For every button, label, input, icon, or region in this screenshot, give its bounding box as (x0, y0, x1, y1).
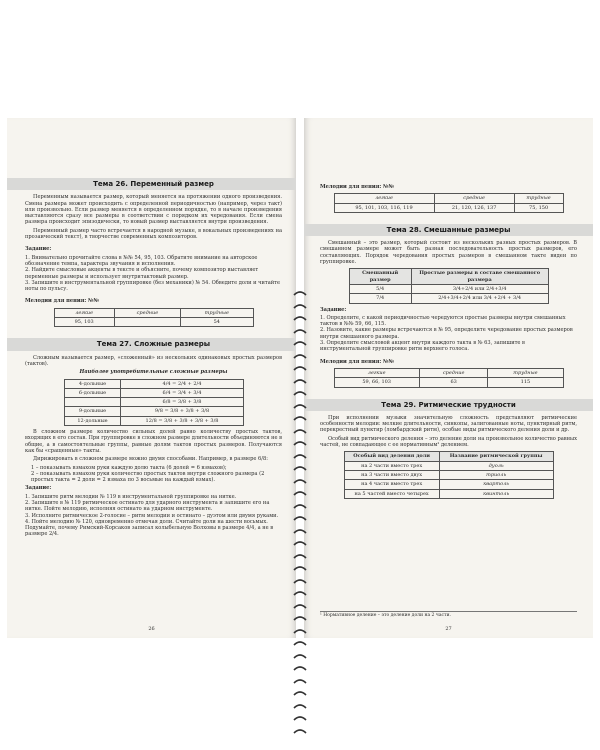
table-cell: 75, 150 (514, 203, 563, 212)
page-number-right: 27 (445, 626, 452, 632)
topic29-para-1: При исполнении музыки значительную сложность представляют ритмические особенности мелодии: мелкие длительности, синкопы, залигованные ноты, пунктирный ритм, перекрестный пунктир (ломбардский ритм), особые виды ритмического деления доли и др. (320, 414, 577, 434)
col-header: трудные (488, 368, 563, 377)
spiral-ring (293, 728, 307, 735)
topic29-title: Тема 29. Ритмические трудности (381, 400, 516, 409)
spiral-ring (293, 690, 307, 697)
spiral-ring (293, 478, 307, 485)
table-cell: 6/8 = 3/8 + 3/8 (121, 398, 243, 407)
task-item: 1. Запишите ритм мелодии № 119 в инструментальной группировке на нитке. (25, 493, 237, 500)
table-cell: квинтоль (439, 489, 553, 498)
table-cell: 9/8 = 3/8 + 3/8 + 3/8 (121, 407, 243, 416)
spiral-ring (293, 315, 307, 322)
conduct-list (25, 465, 282, 484)
col-header: Смешанный размер (349, 269, 411, 285)
table-cell: 21, 120, 126, 137 (434, 203, 514, 212)
melodies-label: Мелодии для пения: №№ (25, 298, 100, 305)
spiral-ring (293, 290, 307, 297)
col-header: трудные (514, 194, 563, 203)
spiral-ring (293, 515, 307, 522)
task-item: 3. Исполните ритмическое 2-голосие – ритм мелодии и остинато – дуэтом или двумя руками. (25, 512, 279, 519)
left-page-content (25, 178, 282, 620)
table-cell (64, 398, 121, 407)
table-cell: 12/8 = 3/8 + 3/8 + 3/8 + 3/8 (121, 416, 243, 425)
spiral-ring (293, 553, 307, 560)
table-cell: 59, 66, 103 (334, 378, 419, 387)
spiral-ring (293, 540, 307, 547)
spiral-ring (293, 365, 307, 372)
list-item: 1 – показывать взмахом руки каждую долю такта (6 долей = 6 взмахов); (31, 464, 227, 471)
table-cell: на 2 части вместо трех (344, 461, 439, 470)
table-cell: 95, 103 (54, 318, 114, 327)
spiral-ring (293, 678, 307, 685)
task-item: 4. Пойте мелодию № 120, одновременно отмечая доли. Считайте доли на шести восьмых. Подумайте, почему Римский-Корсаков записал колыбельную Волховы в размере 4/4, а не в размере 2/4. (25, 518, 274, 538)
melodies-label-2: Мелодии для пения: №№ (320, 358, 395, 365)
col-header: легкие (54, 308, 114, 317)
spiral-ring (293, 503, 307, 510)
book-spread (7, 118, 593, 638)
complex-meters-table (64, 379, 244, 426)
table-cell: дуоль (439, 461, 553, 470)
spiral-ring (293, 303, 307, 310)
task-item: 2. Запишите в № 119 ритмическое остинато для ударного инструмента и запишите его на нитке. Пойте мелодию, исполняя остинато на ударном инструменте. (25, 499, 270, 513)
table-cell: 12-дольные (64, 416, 121, 425)
table-cell: 3/4+2/4 или 2/4+3/4 (411, 284, 548, 293)
left-page (7, 118, 296, 638)
topic27-tasks (25, 494, 282, 538)
topic26-tasks-label: Задание: (25, 246, 52, 253)
table2-caption: Наиболее употребительные сложные размеры (79, 369, 228, 376)
spiral-ring (293, 390, 307, 397)
spiral-ring (293, 440, 307, 447)
footnote: ¹ Нормативное деление – это деление доли на 2 части. (320, 611, 577, 618)
spiral-ring (293, 615, 307, 622)
topic26-header (7, 178, 296, 190)
table-cell: 5/4 (349, 284, 411, 293)
col-header: средние (434, 194, 514, 203)
spiral-ring (293, 415, 307, 422)
topic27-header (7, 338, 296, 350)
spiral-ring (293, 715, 307, 722)
topic29-header (304, 399, 593, 411)
col-header: легкие (334, 194, 434, 203)
topic27-para-2: Дирижировать в сложном размере можно двумя способами. Например, в размере 6/8: (33, 456, 268, 463)
table-cell: 6-дольные (64, 388, 121, 397)
table-cell: квартоль (439, 480, 553, 489)
col-header: легкие (334, 368, 419, 377)
topic28-tasks-label: Задание: (320, 306, 347, 313)
list-item: 2 – показывать взмахом руки количество простых тактов внутри сложного размера (2 простых такта = 2 доли = 2 взмаха по 3 восьмые на каждый взмах). (31, 470, 265, 484)
melodies-table-bottom (334, 368, 564, 388)
col-header: Простые размеры в составе смешанного размера (411, 269, 548, 285)
melodies-label: Мелодии для пения: №№ (320, 184, 395, 190)
topic27-title: Тема 27. Сложные размеры (96, 340, 211, 349)
spiral-ring (293, 378, 307, 385)
table-cell: 63 (419, 378, 488, 387)
table-cell: 9-дольные (64, 407, 121, 416)
spiral-ring (293, 528, 307, 535)
table-cell: на 5 частей вместо четырех (344, 489, 439, 498)
task-item: 3. Запишите в инструментальной группировке (без механики) № 54. Обведите доли и читайте ноты по пульсу. (25, 279, 281, 293)
melodies-table (54, 308, 254, 328)
spiral-ring (293, 578, 307, 585)
col-header: Название ритмической группы (439, 452, 553, 461)
task-item: 3. Определите смысловой акцент внутри каждого такта в № 63, запишите в инструментальной группировке ритм верхнего голоса. (320, 340, 525, 353)
spiral-ring (293, 590, 307, 597)
table-cell: 95, 101, 103, 116, 119 (334, 203, 434, 212)
right-page (304, 118, 593, 638)
table-cell: 6/4 = 3/4 + 3/4 (121, 388, 243, 397)
spiral-ring (293, 628, 307, 635)
task-item: 2. Найдите смысловые акценты в тексте и объясните, почему композитор выставляет переменные размеры и использует внутритактовый размер. (25, 267, 259, 280)
task-item: 2. Назовите, какие размеры встречаются в № 95, определите чередование простых размеров внутри смешанного размера. (320, 327, 573, 340)
topic28-header (304, 224, 593, 236)
table-cell: 2/4+3/4+2/4 или 3/4 +2/4 + 3/4 (411, 294, 548, 303)
topic28-tasks (320, 315, 577, 353)
table-cell: 115 (488, 378, 563, 387)
spiral-ring (293, 353, 307, 360)
topic26-tasks (25, 255, 282, 293)
topic29-para-2: Особый вид ритмического деления – это деление доли на произвольное количество равных частей, не совпадающее с ее нормативным¹ делением. (320, 435, 577, 449)
spiral-binding (293, 290, 307, 730)
col-header: Особый вид деления доли (344, 452, 439, 461)
spiral-ring (293, 603, 307, 610)
table-cell: 7/4 (349, 294, 411, 303)
table-cell: 54 (181, 318, 254, 327)
col-header: средние (419, 368, 488, 377)
task-item: 1. Определите, с какой периодичностью чередуются простые размеры внутри смешанных тактов в №№ 59, 66, 115. (320, 314, 566, 328)
topic28-title: Тема 28. Смешанные размеры (386, 225, 511, 234)
spiral-ring (293, 453, 307, 460)
topic28-para: Смешанный – это размер, который состоит из нескольких разных простых размеров. В смешанном размере может быть разная последовательность простых размеров, его составляющих. Порядок чередования простых размеров в смешанном такте виден по группировке. (320, 240, 577, 266)
page-number-left: 26 (148, 626, 155, 632)
spiral-ring (293, 340, 307, 347)
table-cell: 4/4 = 2/4 + 2/4 (121, 379, 243, 388)
spiral-ring (293, 428, 307, 435)
table-cell: 4-дольные (64, 379, 121, 388)
mixed-meters-table (349, 268, 549, 303)
spiral-ring (293, 490, 307, 497)
topic26-para-1: Переменным называется размер, который меняется на протяжении одного произведения. Смена размера может происходить с определенной периодичностью (например, через такт) или произвольно. Если размер меняется в определенном порядке, то в начале произведения выставляются сразу все размеры в соответствии с порядком их чередования. Если смена размера происходит эпизодически, то новый размер выставляется внутри произведения. (25, 194, 282, 226)
topic26-para-2: Переменный размер часто встречается в народной музыке, в вокальных произведениях на прозаический текст), в творчестве современных композиторов. (25, 227, 282, 241)
table-cell: триоль (439, 470, 553, 479)
table-cell (114, 318, 180, 327)
spiral-ring (293, 703, 307, 710)
spiral-ring (293, 653, 307, 660)
col-header: трудные (181, 308, 254, 317)
topic27-para-1: В сложном размере количество сильных долей равно количеству простых тактов, входящих в его состав. При группировке в сложном размере длительности объединяются не в общие, а в самостоятельные группы, равные долям тактов простых размеров. Получаются как бы «сращенные» такты. (25, 429, 282, 454)
spiral-ring (293, 665, 307, 672)
melodies-table-top (334, 193, 564, 213)
spiral-ring (293, 403, 307, 410)
table-cell: на 4 части вместо трех (344, 480, 439, 489)
spiral-ring (293, 640, 307, 647)
spiral-ring (293, 565, 307, 572)
rhythm-groups-table (344, 451, 554, 498)
table-cell: на 3 части вместо двух (344, 470, 439, 479)
spiral-ring (293, 465, 307, 472)
task-item: 1. Внимательно прочитайте слова в №№ 54, 95, 103. Обратите внимание на авторское обозначение темпа, характера звучания и исполнения. (25, 254, 258, 267)
spiral-ring (293, 328, 307, 335)
topic27-intro: Сложным называется размер, «сложенный» из нескольких одинаковых простых размеров (тактов). (25, 354, 282, 367)
topic27-tasks-label: Задание: (25, 485, 52, 492)
col-header: средние (114, 308, 180, 317)
right-page-content (320, 184, 577, 620)
topic26-title: Тема 26. Переменный размер (93, 180, 214, 188)
